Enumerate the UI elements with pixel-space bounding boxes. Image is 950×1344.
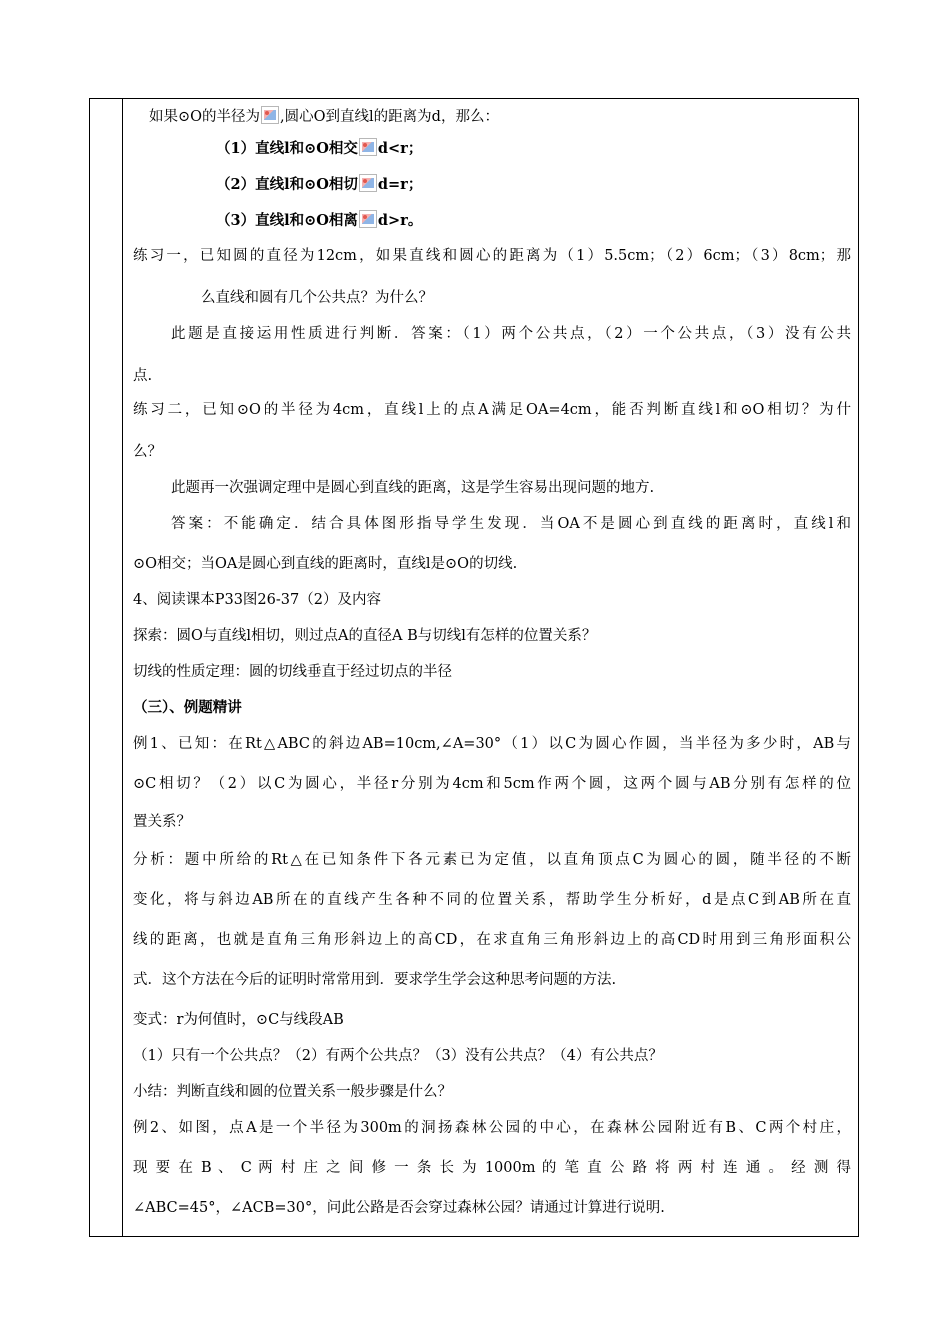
- example-one-line2: ⊙C相切？（2）以C为圆心，半径r分别为4cm和5cm作两个圆，这两个圆与AB分别有怎样的位: [133, 776, 851, 792]
- example-two-line2: 现 要 在 B 、 C 两 村 庄 之 间 修 一 条 长 为 1000m 的 笔 直 公 路 将 两 村 连 通 。 经 测 得: [133, 1160, 851, 1176]
- example-one-line3: 置关系？: [133, 814, 191, 830]
- variation-questions: （1）只有一个公共点？（2）有两个公共点？（3）没有公共点？（4）有公共点？: [133, 1048, 663, 1064]
- example-one: 例1、已知：在Rt△ABC的斜边AB=10cm,∠A=30°（1）以C为圆心作圆，当半径为多少时，AB与: [133, 736, 851, 752]
- case-intersect: （1）直线l和⊙O相交 d<r；: [216, 140, 423, 157]
- broken-image-icon: [261, 106, 279, 124]
- exercise-two: 练习二，已知⊙O的半径为4cm，直线l上的点A满足OA=4cm，能否判断直线l和⊙O相切？为什: [133, 402, 851, 418]
- example-two-line3: ∠ABC=45°，∠ACB=30°，问此公路是否会穿过森林公园？请通过计算进行说明.: [133, 1200, 665, 1216]
- tangent-theorem: 切线的性质定理：圆的切线垂直于经过切点的半径: [133, 664, 452, 680]
- exercise-two-answer-cont: ⊙O相交；当OA是圆心到直线的距离时，直线l是⊙O的切线.: [133, 556, 518, 572]
- section-heading: （三）、例题精讲: [133, 699, 242, 716]
- exercise-one: 练习一，已知圆的直径为12cm，如果直线和圆心的距离为（1）5.5cm；（2）6cm；（3）8cm；那: [133, 248, 851, 264]
- analysis-line3: 线的距离，也就是直角三角形斜边上的高CD，在求直角三角形斜边上的高CD时用到三角形面积公: [133, 932, 851, 948]
- case-separate: （3）直线l和⊙O相离 d>r。: [216, 212, 423, 229]
- exercise-two-answer: 答案：不能确定．结合具体图形指导学生发现．当OA不是圆心到直线的距离时，直线l和: [171, 516, 851, 532]
- broken-image-icon: [359, 138, 377, 156]
- summary: 小结：判断直线和圆的位置关系一般步骤是什么？: [133, 1084, 452, 1100]
- exercise-one-answer: 此题是直接运用性质进行判断．答案：（1）两个公共点，（2）一个公共点，（3）没有公共: [171, 326, 851, 342]
- exercise-two-cont: 么？: [133, 444, 162, 460]
- broken-image-icon: [359, 174, 377, 192]
- analysis-line1: 分析：题中所给的Rt△在已知条件下各元素已为定值，以直角顶点C为圆心的圆，随半径的不断: [133, 852, 851, 868]
- exercise-one-answer-cont: 点.: [133, 368, 153, 384]
- exercise-two-note: 此题再一次强调定理中是圆心到直线的距离，这是学生容易出现问题的地方.: [171, 480, 655, 496]
- reading-task: 4、阅读课本P33图26-37（2）及内容: [133, 592, 381, 608]
- analysis-line4: 式．这个方法在今后的证明时常常用到．要求学生学会这种思考问题的方法.: [133, 972, 617, 988]
- exercise-one-cont: 么直线和圆有几个公共点？为什么？: [201, 290, 433, 306]
- exploration: 探索：圆O与直线l相切，则过点A的直径A B与切线l有怎样的位置关系？: [133, 628, 597, 644]
- broken-image-icon: [359, 210, 377, 228]
- case-tangent: （2）直线l和⊙O相切 d=r；: [216, 176, 423, 193]
- analysis-line2: 变化，将与斜边AB所在的直线产生各种不同的位置关系，帮助学生分析好，d是点C到AB所在直: [133, 892, 851, 908]
- intro-line: 如果⊙O的半径为 ,圆心O到直线l的距离为d，那么：: [149, 106, 499, 127]
- variation: 变式：r为何值时，⊙C与线段AB: [133, 1012, 344, 1028]
- example-two: 例2、如图，点A是一个半径为300m的洞扬森林公园的中心，在森林公园附近有B、C两个村庄，: [133, 1120, 851, 1136]
- table-column-divider: [122, 98, 123, 1237]
